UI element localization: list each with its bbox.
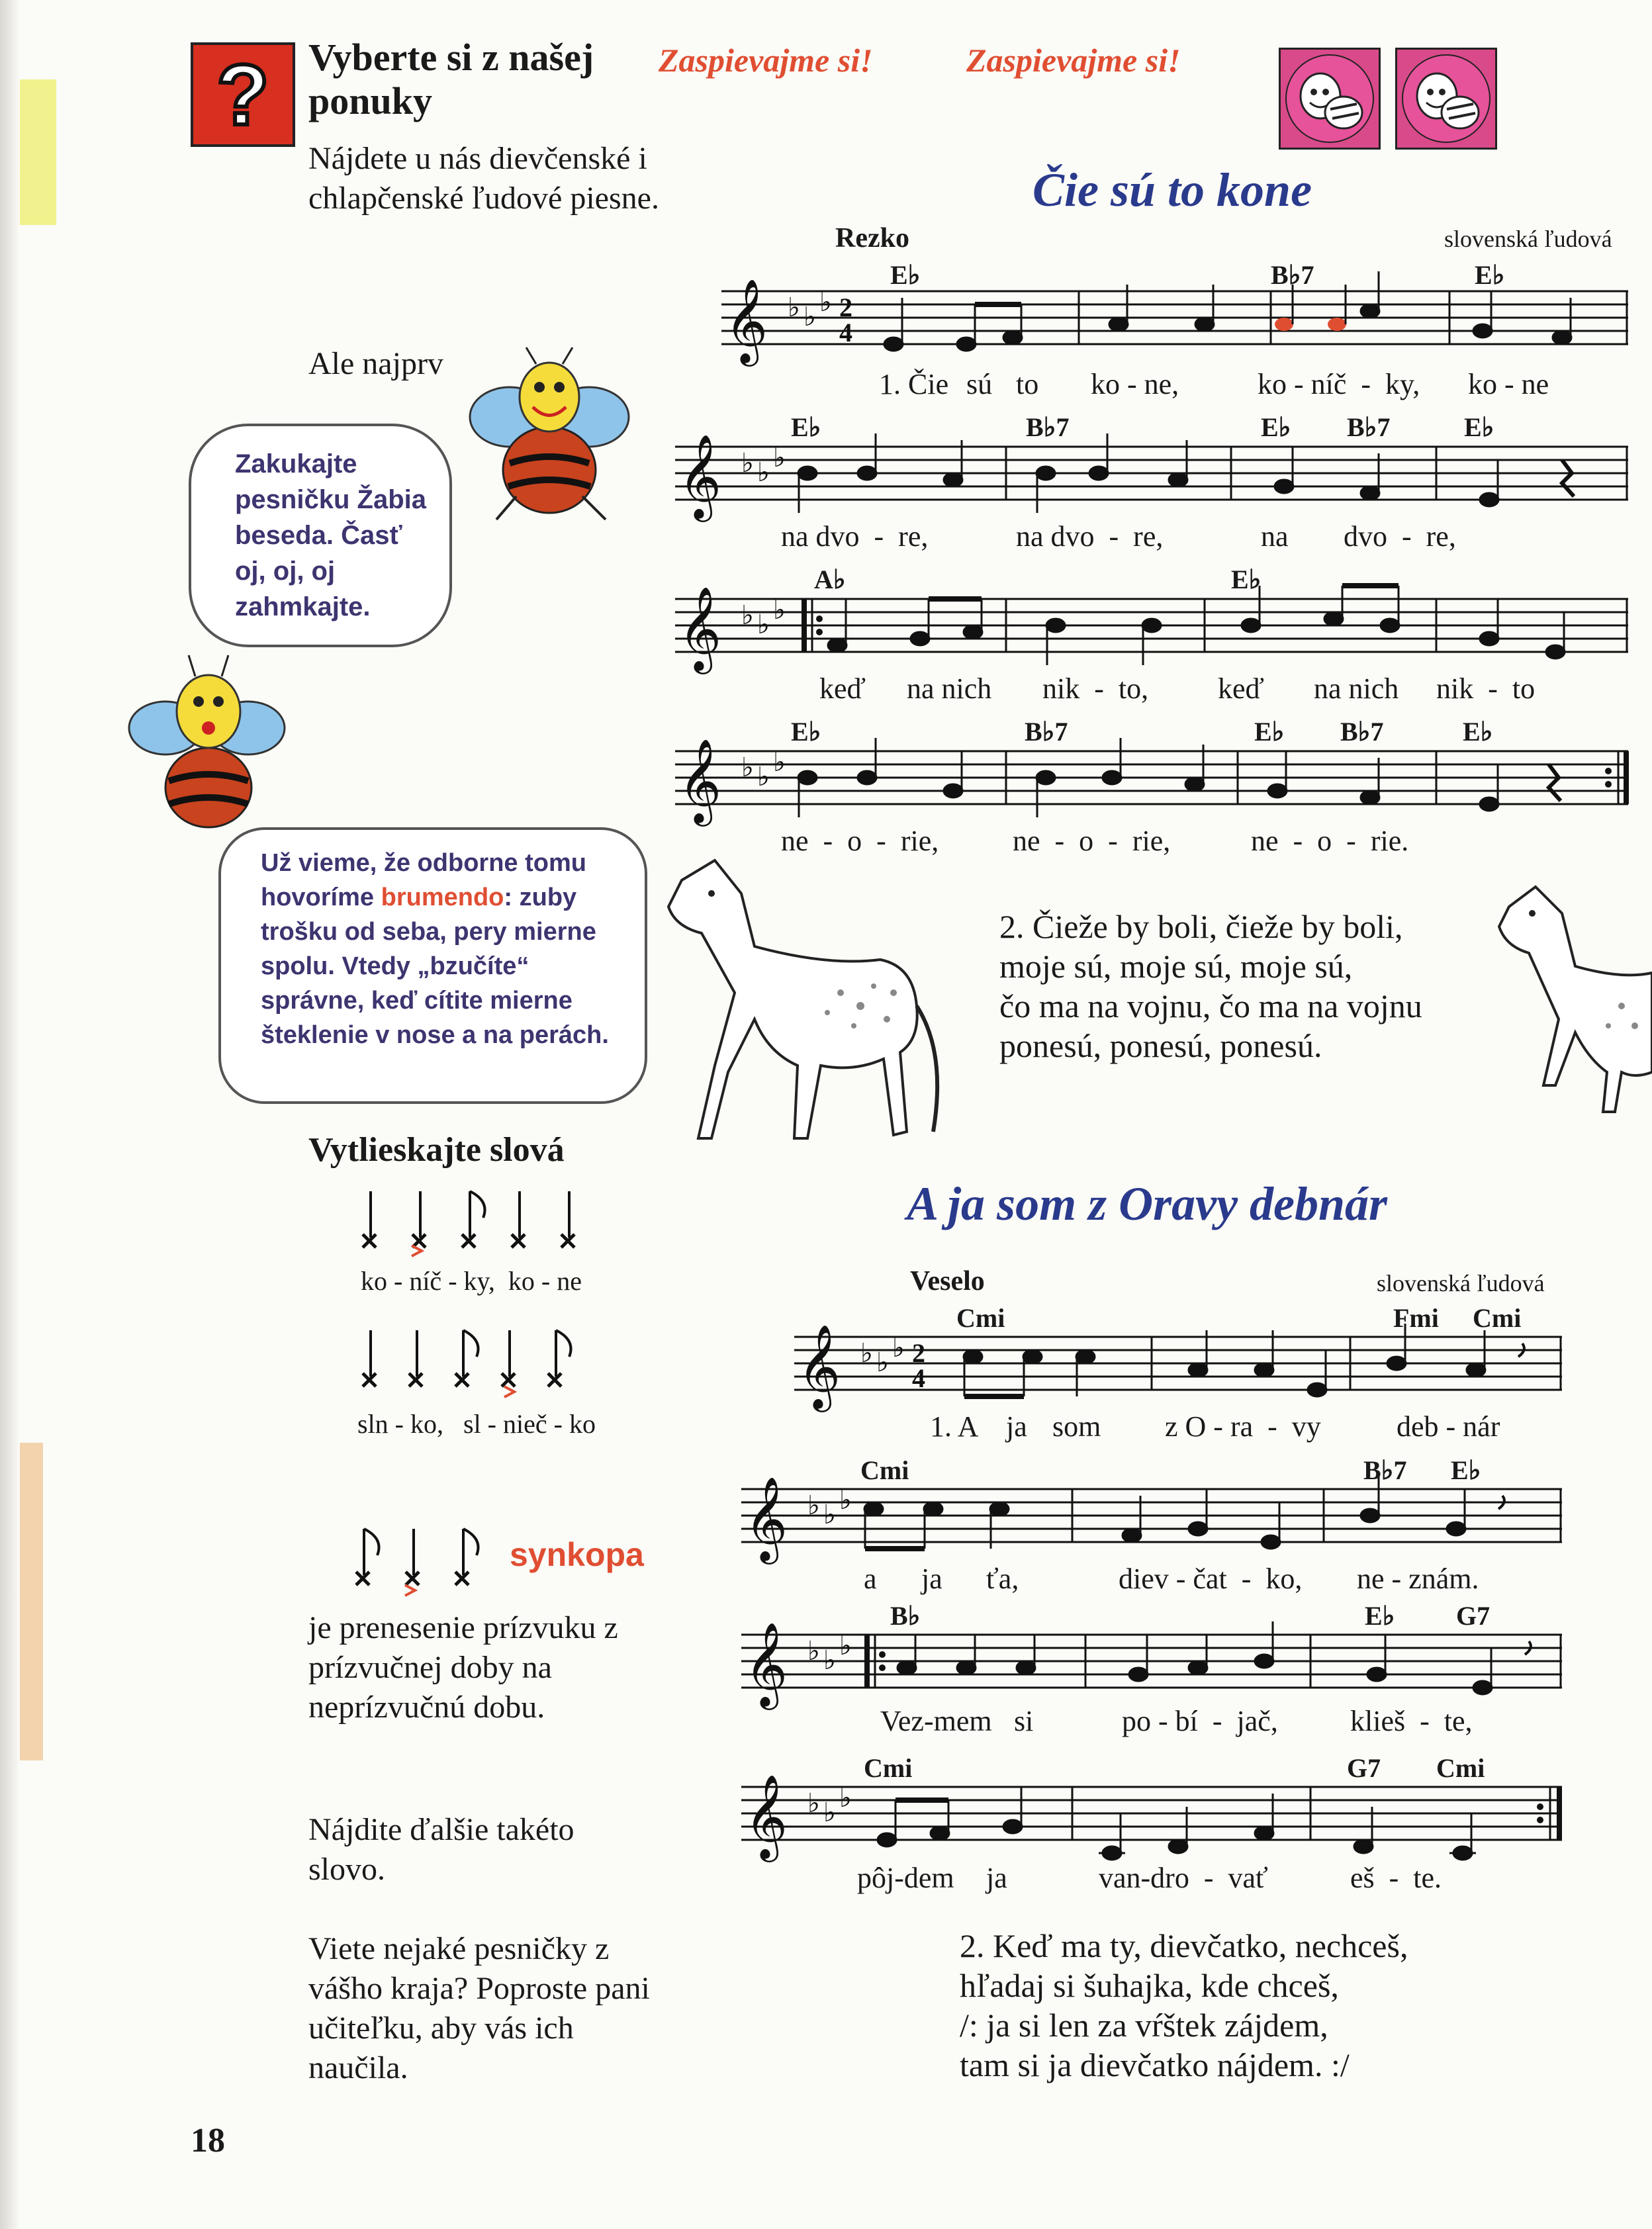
svg-text:♭: ♭ xyxy=(819,287,832,318)
closing-text: Viete nejaké pesničky z vášho kraja? Poproste pani učiteľku, aby vás ich naučila. xyxy=(308,1931,650,2085)
bubble-text-part: Už vieme, že odborne tomu hovoríme xyxy=(261,849,586,911)
svg-text:♭: ♭ xyxy=(892,1333,905,1363)
page-number: 18 xyxy=(191,2122,225,2160)
lyric-syllable: ko - níč - ky, xyxy=(1258,368,1420,400)
synkopa-task: Nájdite ďalšie takéto slovo. xyxy=(308,1812,574,1887)
chord-symbol: E♭ xyxy=(1254,717,1285,747)
lyric-syllable: klieš - te, xyxy=(1350,1705,1473,1737)
chord-symbol: B♭7 xyxy=(1340,717,1384,747)
chord-symbol: G7 xyxy=(1456,1601,1491,1631)
question-mark-icon: ? xyxy=(191,42,295,147)
bee-badge-icon xyxy=(1395,48,1497,150)
chord-symbol: Cmi xyxy=(864,1753,913,1783)
lyric-syllable: som xyxy=(1052,1410,1101,1443)
svg-text:2: 2 xyxy=(839,293,852,322)
lyric-syllable: si xyxy=(1014,1705,1034,1737)
lyric-syllable: na dvo - re, xyxy=(1016,520,1164,553)
svg-text:2: 2 xyxy=(912,1338,925,1368)
tempo-marking-2: Veselo xyxy=(910,1266,985,1296)
chord-symbol: E♭ xyxy=(1475,260,1505,290)
chord-symbol: B♭7 xyxy=(1026,412,1070,442)
intro-text: Nájdete u nás dievčenské i chlapčenské ľudové piesne. xyxy=(308,141,659,216)
song-title-1: Čie sú to kone xyxy=(1032,163,1312,216)
chord-symbol: Cmi xyxy=(1436,1753,1485,1783)
svg-text:4: 4 xyxy=(912,1363,925,1393)
svg-text:♭: ♭ xyxy=(757,762,770,792)
chord-symbol: B♭7 xyxy=(1025,717,1068,747)
speech-bubble-hum xyxy=(189,424,452,647)
svg-text:♭: ♭ xyxy=(807,1788,820,1819)
lyric-syllable: van-dro - vať xyxy=(1099,1862,1268,1894)
svg-text:4: 4 xyxy=(839,318,852,347)
rhythm-words-1: ko - níč - ky, ko - ne xyxy=(361,1266,582,1296)
chord-symbol: E♭ xyxy=(1365,1601,1395,1631)
svg-text:𝄞: 𝄞 xyxy=(745,1774,788,1858)
lyric-syllable: nik - to xyxy=(1436,672,1536,705)
chord-symbol: B♭7 xyxy=(1271,260,1314,290)
svg-text:♭: ♭ xyxy=(741,752,754,783)
svg-text:♭: ♭ xyxy=(839,1631,852,1661)
page-fold-shadow xyxy=(0,0,20,2229)
lyric-syllable: ko - ne, xyxy=(1091,368,1179,400)
chord-symbol: Cmi xyxy=(956,1303,1005,1333)
bee-badge-icon xyxy=(1279,48,1381,150)
svg-text:♭: ♭ xyxy=(773,595,786,625)
music-staff-song2-row3 xyxy=(741,1621,1562,1707)
svg-text:𝄞: 𝄞 xyxy=(798,1324,841,1408)
verse-line: hľadaj si šuhajka, kde chceš, xyxy=(960,1967,1339,2004)
svg-text:♭: ♭ xyxy=(741,600,754,631)
svg-text:♭: ♭ xyxy=(741,448,754,478)
rhythm-notation-2 xyxy=(351,1324,629,1403)
chord-symbol: Cmi xyxy=(860,1455,909,1485)
lyric-syllable: keď xyxy=(819,672,866,705)
lyric-syllable: sú xyxy=(966,368,993,400)
chord-symbol: E♭ xyxy=(791,717,821,747)
lyric-syllable: ne - o - rie, xyxy=(781,825,939,857)
chord-symbol: Cmi xyxy=(1473,1303,1522,1333)
lyric-syllable: pôj-dem xyxy=(857,1862,954,1894)
lyric-syllable: na xyxy=(1261,520,1289,553)
section-title: Vyberte si z našej ponuky xyxy=(308,36,594,122)
music-staff-song2-row2 xyxy=(741,1476,1562,1562)
speech-bubble-brumendo xyxy=(218,827,647,1104)
svg-text:♭: ♭ xyxy=(757,610,770,640)
chord-symbol: E♭ xyxy=(1464,412,1494,442)
brumendo-term: brumendo xyxy=(381,884,504,911)
song-origin-2: slovenská ľudová xyxy=(1377,1270,1545,1296)
synkopa-term: synkopa xyxy=(510,1536,644,1573)
svg-text:♭: ♭ xyxy=(803,302,816,332)
chord-symbol: E♭ xyxy=(1451,1455,1481,1485)
verse-line: 2. Čieže by boli, čieže by boli, xyxy=(999,908,1403,945)
music-staff-song2-row1 xyxy=(794,1324,1562,1416)
lyric-syllable: 1. Čie xyxy=(879,368,949,400)
svg-text:♭: ♭ xyxy=(788,293,800,323)
intro-text-2: Ale najprv xyxy=(308,346,443,381)
svg-text:𝄞: 𝄞 xyxy=(678,738,722,823)
svg-text:♭: ♭ xyxy=(839,1485,852,1516)
horse-illustration xyxy=(655,854,946,1165)
chord-symbol: E♭ xyxy=(1463,717,1493,747)
svg-text:♭: ♭ xyxy=(823,1500,836,1530)
svg-text:♭: ♭ xyxy=(757,457,770,488)
music-staff-song1-row3 xyxy=(675,586,1628,672)
lyric-syllable: dvo - re, xyxy=(1344,520,1456,553)
lyric-syllable: ja xyxy=(1006,1410,1027,1443)
bee-illustration xyxy=(463,357,635,529)
music-staff-song1-row2 xyxy=(675,433,1628,520)
lyric-syllable: ne - o - rie, xyxy=(1013,825,1171,857)
svg-text:♭: ♭ xyxy=(807,1490,820,1521)
verse-line: /: ja si len za vŕštek zájdem, xyxy=(960,2007,1328,2044)
verse-line: ponesú, ponesú, ponesú. xyxy=(999,1027,1322,1064)
lyric-syllable: Vez-mem xyxy=(880,1705,992,1737)
svg-text:𝄞: 𝄞 xyxy=(678,586,722,670)
svg-text:𝄞: 𝄞 xyxy=(678,433,722,518)
lyric-syllable: to xyxy=(1016,368,1039,400)
verse-line: 2. Keď ma ty, dievčatko, nechceš, xyxy=(960,1927,1408,1964)
chord-symbol: E♭ xyxy=(1261,412,1291,442)
bubble-text: Zakukajte pesničku Žabia beseda. Časť oj, oj, oj zahmkajte. xyxy=(235,449,426,621)
lyric-syllable: ja xyxy=(986,1862,1007,1894)
bubble-text-part: : zuby trošku od seba, pery mierne spolu. Vtedy „bzučíte“ správne, keď cítite mierne šteklenie v nose a na perách. xyxy=(261,884,609,1049)
chord-symbol: Fmi xyxy=(1393,1303,1439,1333)
lyric-syllable: deb - nár xyxy=(1397,1410,1500,1443)
bubble-text xyxy=(261,846,631,1052)
header-label: Zaspievajme si! xyxy=(966,42,1181,79)
lyric-syllable: po - bí - jač, xyxy=(1122,1705,1278,1737)
lyric-syllable: na nich xyxy=(907,672,992,705)
verse-line: tam si ja dievčatko nájdem. :/ xyxy=(960,2046,1350,2083)
synkopa-rhythm xyxy=(344,1522,503,1595)
svg-text:♭: ♭ xyxy=(773,747,786,778)
verse-line: čo ma na vojnu, čo ma na vojnu xyxy=(999,987,1422,1024)
music-staff-song2-row4 xyxy=(741,1774,1562,1866)
lyric-syllable: ne - o - rie. xyxy=(1251,825,1409,857)
lyric-syllable: keď xyxy=(1218,672,1264,705)
svg-text:♭: ♭ xyxy=(839,1783,852,1813)
chord-symbol: B♭7 xyxy=(1347,412,1391,442)
song2-verse2 xyxy=(960,1926,1555,2085)
svg-text:𝄞: 𝄞 xyxy=(745,1476,788,1561)
lyric-syllable: z O - ra - vy xyxy=(1165,1410,1321,1443)
chord-symbol: E♭ xyxy=(1231,565,1262,594)
lyric-syllable: na nich xyxy=(1314,672,1399,705)
tempo-marking-1: Rezko xyxy=(835,223,909,253)
chord-symbol: B♭ xyxy=(890,1601,921,1631)
song-title-2: A ja som z Oravy debnár xyxy=(907,1177,1388,1230)
lyric-syllable: a xyxy=(864,1563,877,1595)
svg-text:♭: ♭ xyxy=(823,1645,836,1676)
chord-symbol: G7 xyxy=(1347,1753,1381,1783)
lyric-syllable: 1. A xyxy=(930,1410,979,1443)
music-staff-song1-row1 xyxy=(721,278,1628,371)
lyric-syllable: ne - znám. xyxy=(1357,1563,1479,1595)
lyric-syllable: na dvo - re, xyxy=(781,520,929,553)
svg-text:♭: ♭ xyxy=(876,1347,889,1378)
bee-illustration xyxy=(126,655,298,847)
rhythm-notation-1 xyxy=(351,1185,629,1257)
svg-text:𝄞: 𝄞 xyxy=(745,1621,788,1706)
svg-text:𝄞: 𝄞 xyxy=(725,278,768,363)
lyric-syllable: ja xyxy=(921,1563,942,1595)
song1-verse2 xyxy=(999,907,1562,1066)
chord-symbol: E♭ xyxy=(890,260,921,290)
header-label: Zaspievajme si! xyxy=(659,42,873,79)
lyric-syllable: ko - ne xyxy=(1468,368,1549,400)
music-staff-song1-row4 xyxy=(675,738,1628,824)
rhythm-words-2: sln - ko, sl - nieč - ko xyxy=(357,1409,596,1439)
verse-line: moje sú, moje sú, moje sú, xyxy=(999,948,1353,985)
svg-text:♭: ♭ xyxy=(773,443,786,473)
lyric-syllable: nik - to, xyxy=(1042,672,1149,705)
song-origin-1: slovenská ľudová xyxy=(1444,226,1612,252)
lyric-syllable: diev - čat - ko, xyxy=(1119,1563,1303,1595)
chord-symbol: B♭7 xyxy=(1363,1455,1407,1485)
svg-text:♭: ♭ xyxy=(860,1338,873,1369)
chord-symbol: E♭ xyxy=(791,412,821,442)
svg-text:♭: ♭ xyxy=(823,1797,836,1828)
synkopa-definition: je prenesenie prízvuku z prízvučnej doby na neprízvučnú dobu. xyxy=(308,1610,618,1725)
lyric-syllable: eš - te. xyxy=(1350,1862,1442,1894)
svg-text:♭: ♭ xyxy=(807,1636,820,1666)
chord-symbol: A♭ xyxy=(814,565,846,594)
rhythm-heading: Vytlieskajte slová xyxy=(308,1131,565,1169)
lyric-syllable: ťa, xyxy=(986,1563,1019,1595)
